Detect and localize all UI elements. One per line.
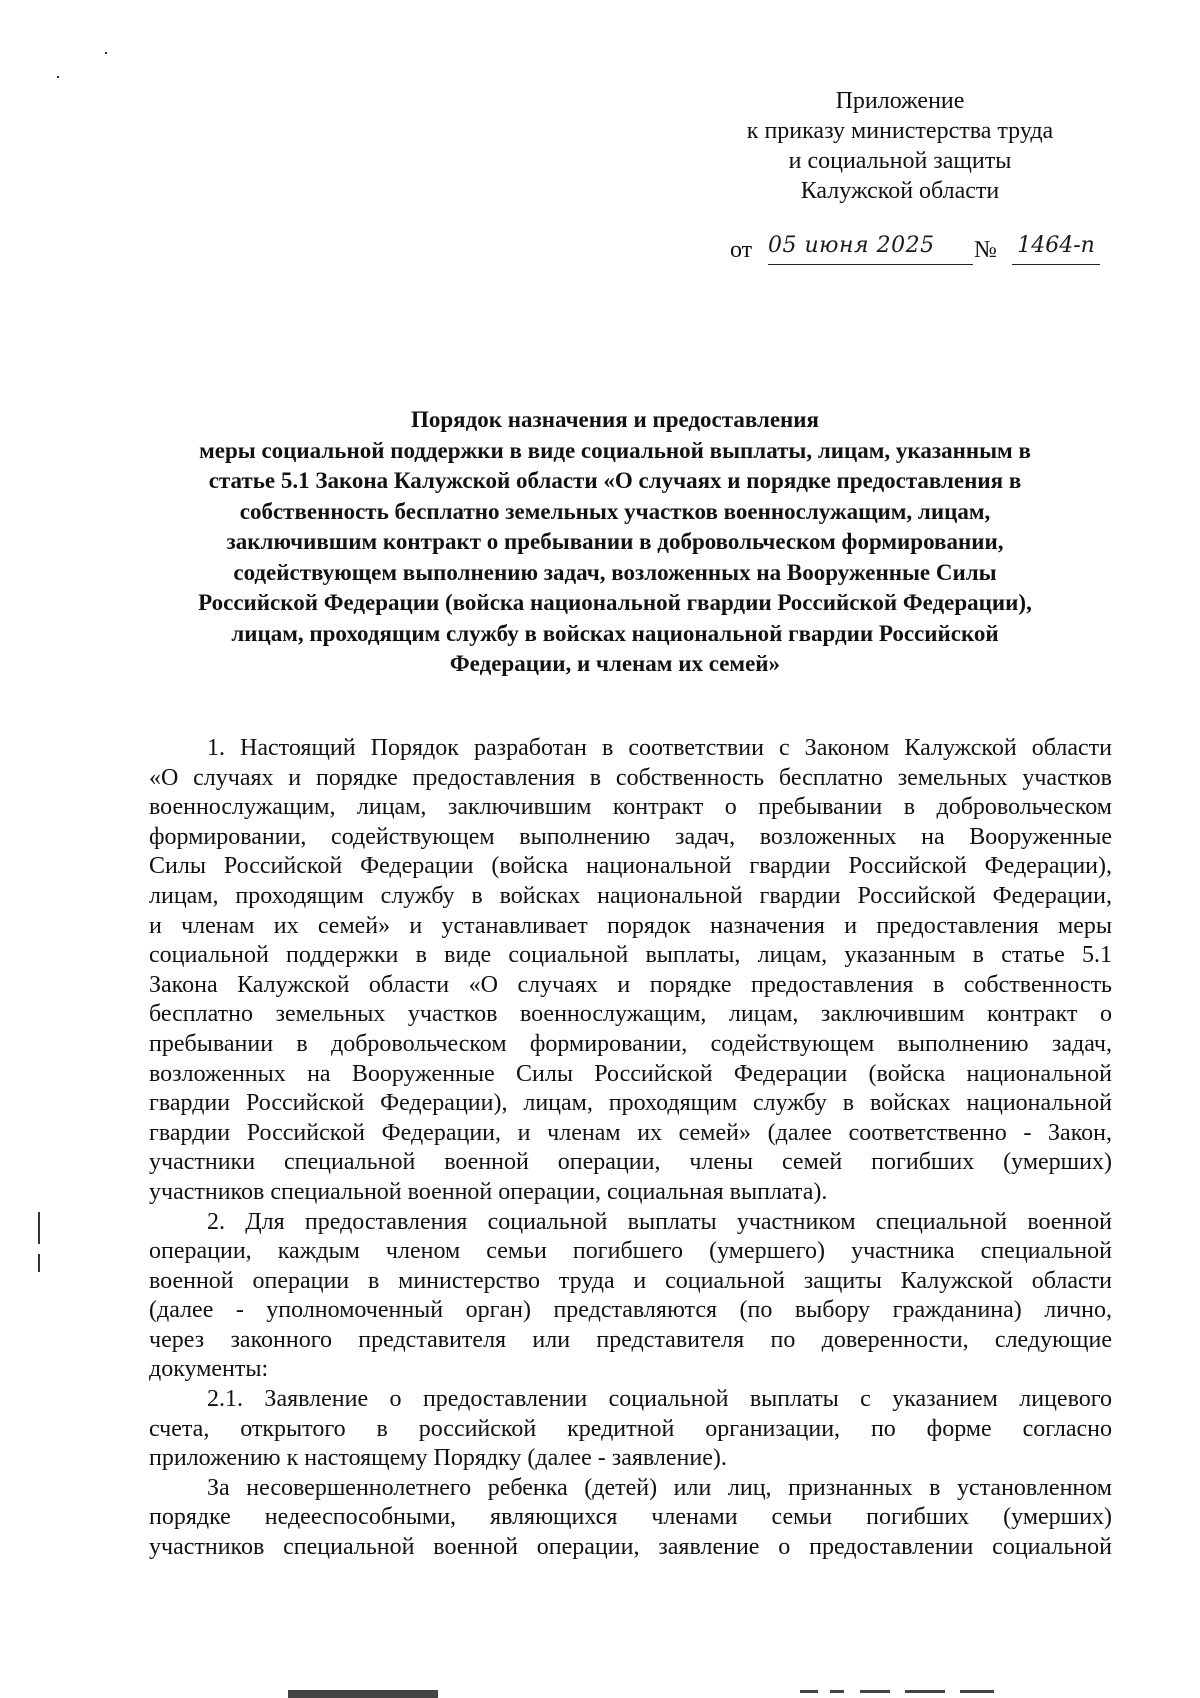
title-line: заключившим контракт о пребывании в добровольческом формировании,	[226, 529, 1004, 554]
title-line: Порядок назначения и предоставления	[410, 407, 819, 432]
paragraph-1-line: и членам их семей» и устанавливает порядок назначения и предоставления меры	[149, 912, 1112, 939]
title-line: меры социальной поддержки в виде социальной выплаты, лицам, указанным в	[199, 437, 1031, 463]
paragraph-1-line: военнослужащим, лицам, заключившим контракт о пребывании в добровольческом	[149, 794, 1112, 821]
appendix-line: к приказу министерства труда	[746, 118, 1054, 144]
appendix-line: Калужской области	[800, 178, 1000, 204]
order-date-line	[730, 232, 1100, 268]
paragraph-1-line: лицам, проходящим службу в войсках национальной гвардии Российской Федерации,	[149, 882, 1112, 909]
paragraph-3-line: участников специальной военной операции, заявление о предоставлении социальной	[149, 1534, 1112, 1561]
title-line: содействующем выполнению задач, возложенных на Вооруженные Силы	[233, 559, 997, 585]
handwritten-order-number: 1464-п	[1012, 228, 1100, 265]
paragraph-2-line: операции, каждым членом семьи погибшего (умершего) участника специальной	[149, 1238, 1112, 1265]
handwritten-date: 05 июня 2025	[768, 228, 973, 265]
paragraph-2-line: через законного представителя или представителя по доверенности, следующие	[149, 1326, 1112, 1353]
appendix-line: и социальной защиты	[788, 148, 1012, 174]
paragraph-1-line: гвардии Российской Федерации), лицам, проходящим службу в войсках национальной	[149, 1090, 1112, 1117]
document-body	[149, 734, 1112, 1563]
paragraph-1-line: 1. Настоящий Порядок разработан в соответствии с Законом Калужской области	[207, 735, 1112, 761]
paragraph-2-line: 2. Для предоставления социальной выплаты участником специальной военной	[207, 1208, 1112, 1235]
paragraph-2-line: военной операции в министерство труда и социальной защиты Калужской области	[149, 1267, 1112, 1294]
date-prefix: от	[730, 237, 753, 263]
footer-scan-mark	[288, 1690, 438, 1698]
paragraph-1-line: участники специальной военной операции, члены семей погибших (умерших)	[149, 1149, 1112, 1176]
paragraph-1-line: бесплатно земельных участков военнослужащим, лицам, заключившим контракт о	[149, 1001, 1112, 1028]
title-line: статье 5.1 Закона Калужской области «О случаях и порядке предоставления в	[208, 468, 1022, 493]
title-line: собственность бесплатно земельных участков военнослужащим, лицам,	[239, 498, 991, 524]
title-line: лицам, проходящим службу в войсках национальной гвардии Российской	[231, 620, 999, 646]
paragraph-1-line: формировании, содействующем выполнению задач, возложенных на Вооруженные	[149, 823, 1112, 850]
paragraph-1-line: гвардии Российской Федерации, и членам их семей» (далее соответственно - Закон,	[149, 1119, 1112, 1146]
paragraph-1-line: Закона Калужской области «О случаях и порядке предоставления в собственность	[149, 971, 1112, 998]
paragraph-2-1-line: счета, открытого в российской кредитной организации, по форме согласно	[149, 1415, 1112, 1442]
paragraph-2-line: документы:	[149, 1356, 269, 1383]
margin-mark	[38, 1212, 40, 1244]
number-sign: №	[974, 237, 997, 263]
title-line: Российской Федерации (войска национальной гвардии Российской Федерации),	[198, 590, 1032, 615]
paragraph-3-line: За несовершеннолетнего ребенка (детей) или лиц, признанных в установленном	[207, 1474, 1112, 1501]
footer-scan-mark	[960, 1690, 994, 1693]
paragraph-3-line: порядке недееспособными, являющихся членами семьи погибших (умерших)	[149, 1504, 1112, 1531]
paragraph-2-line: (далее - уполномоченный орган) представляются (по выбору гражданина) лично,	[149, 1297, 1112, 1324]
margin-mark	[38, 1254, 40, 1272]
paragraph-1-line: возложенных на Вооруженные Силы Российской Федерации (войска национальной	[149, 1060, 1112, 1087]
paragraph-2-1-line: приложению к настоящему Порядку (далее - заявление).	[149, 1445, 727, 1472]
paragraph-1-line: социальной поддержки в виде социальной выплаты, лицам, указанным в статье 5.1	[149, 942, 1112, 969]
appendix-header	[700, 86, 1100, 206]
paragraph-2-1-line: 2.1. Заявление о предоставлении социальной выплаты с указанием лицевого	[207, 1386, 1112, 1413]
footer-scan-mark	[905, 1690, 945, 1693]
scan-speck	[57, 76, 59, 78]
scan-speck	[105, 52, 107, 54]
document-title	[140, 405, 1090, 680]
paragraph-1-line: участников специальной военной операции, социальная выплата).	[149, 1178, 828, 1205]
paragraph-1-line: Силы Российской Федерации (войска национальной гвардии Российской Федерации),	[149, 853, 1112, 880]
footer-scan-mark	[830, 1690, 844, 1693]
paragraph-1-line: пребывании в добровольческом формировании, содействующем выполнению задач,	[149, 1030, 1112, 1057]
title-line: Федерации, и членам их семей»	[449, 651, 781, 676]
paragraph-1-line: «О случаях и порядке предоставления в собственность бесплатно земельных участков	[149, 764, 1112, 791]
footer-scan-mark	[800, 1690, 818, 1693]
appendix-line: Приложение	[835, 88, 965, 114]
footer-scan-mark	[860, 1690, 890, 1693]
